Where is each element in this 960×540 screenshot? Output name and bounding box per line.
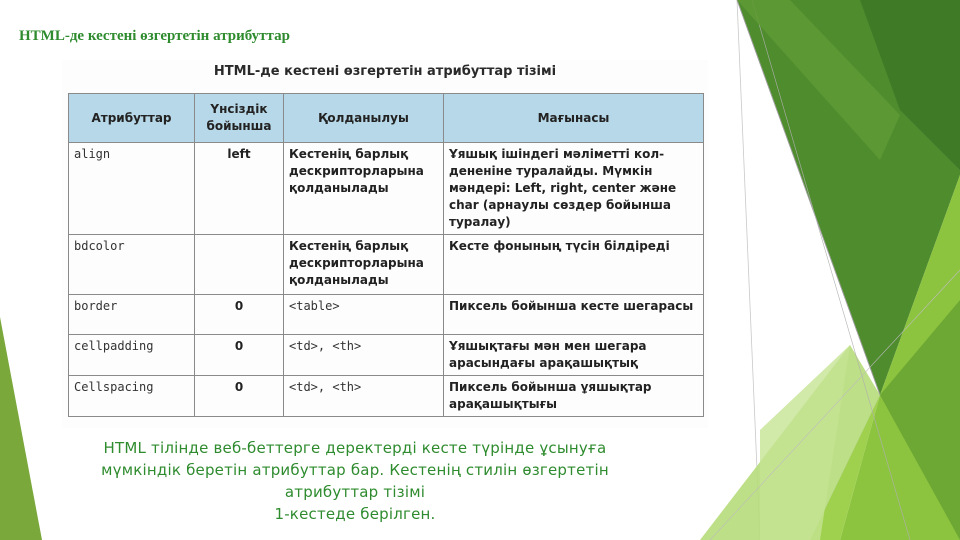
attribute-name: bdcolor	[69, 235, 195, 295]
table-row	[69, 376, 704, 417]
caption-line: 1-кестеде берілген.	[274, 505, 436, 523]
meaning-cell: Ұяшықтағы мән мен шегара арасындағы арақашықтық	[444, 335, 704, 376]
default-value: left	[195, 143, 284, 235]
figure-title: HTML-де кестені өзгертетін атрибуттар тізімі	[213, 64, 557, 79]
header-attributes: Атрибуттар	[69, 94, 195, 143]
header-meaning: Мағынасы	[444, 94, 704, 143]
header-usage: Қолданылуы	[284, 94, 444, 143]
meaning-cell: Пиксель бойынша ұяшықтар арақашықтығы	[444, 376, 704, 417]
table-header-row	[69, 94, 704, 143]
table-row	[69, 143, 704, 235]
table-figure	[62, 60, 708, 428]
slide-title: HTML-де кестені өзгертетін атрибуттар	[19, 28, 290, 44]
caption-line: атрибуттар тізімі	[284, 483, 426, 501]
attribute-name: align	[69, 143, 195, 235]
attributes-table	[68, 93, 704, 417]
default-value: 0	[195, 376, 284, 417]
table-row	[69, 235, 704, 295]
caption-line: мүмкіндік беретін атрибуттар бар. Кестенің стилін өзгертетін	[101, 461, 609, 479]
table-row	[69, 335, 704, 376]
attribute-name: cellpadding	[69, 335, 195, 376]
usage-cell: Кестенің барлық дескрипторларына қолданылады	[284, 143, 444, 235]
usage-cell: <td>, <th>	[284, 335, 444, 376]
table-row	[69, 295, 704, 335]
usage-cell: Кестенің барлық дескрипторларына қолданылады	[284, 235, 444, 295]
default-value: 0	[195, 295, 284, 335]
attribute-name: Cellspacing	[69, 376, 195, 417]
usage-cell: <td>, <th>	[284, 376, 444, 417]
meaning-cell: Пиксель бойынша кесте шегарасы	[444, 295, 704, 335]
caption-line: HTML тілінде веб-беттерге деректерді кесте түрінде ұсынуға	[103, 439, 607, 457]
slide-caption	[30, 437, 680, 525]
meaning-cell: Кесте фонының түсін білдіреді	[444, 235, 704, 295]
default-value	[195, 235, 284, 295]
header-default: Үнсіздік бойынша	[195, 94, 284, 143]
meaning-cell: Ұяшық ішіндегі мәліметті кол-дененіне туралайды. Мүмкін мәндері: Left, right, center және char (арнаулы сөздер бойынша туралау)	[444, 143, 704, 235]
usage-cell: <table>	[284, 295, 444, 335]
attribute-name: border	[69, 295, 195, 335]
default-value: 0	[195, 335, 284, 376]
